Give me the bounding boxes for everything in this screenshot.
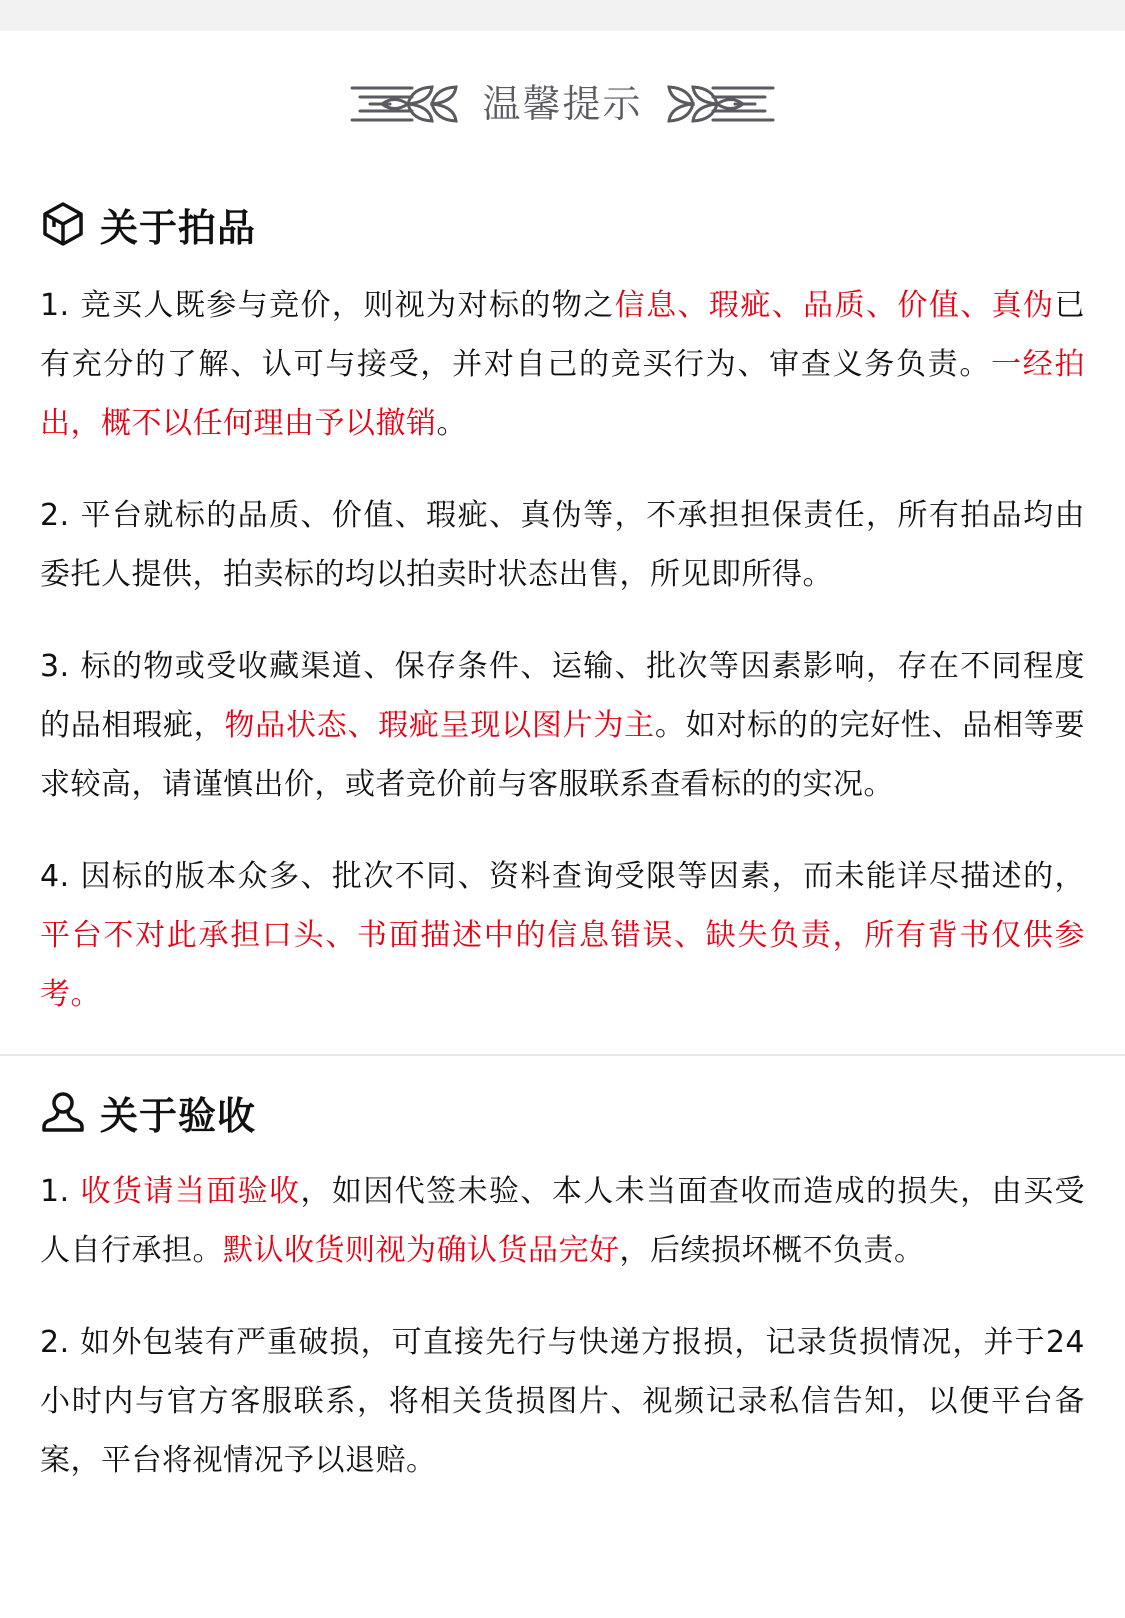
top-strip — [0, 0, 1125, 31]
text-segment: 4. 因标的版本众多、批次不同、资料查询受限等因素，而未能详尽描述的， — [40, 859, 1085, 894]
inspection-rule-2 — [40, 1313, 1085, 1490]
highlight-segment: 默认收货则视为确认货品完好 — [223, 1233, 620, 1268]
section-divider — [0, 1054, 1125, 1056]
tips-banner — [0, 31, 1125, 138]
text-segment: 2. 如外包装有严重破损，可直接先行与快递方报损，记录货损情况，并于24小时内与官方客服联系，将相关货损图片、视频记录私信告知，以便平台备案，平台将视情况予以退赔。 — [40, 1325, 1085, 1478]
banner-title: 温馨提示 — [482, 81, 643, 126]
text-segment: 已有充分的了解、认可与接受，并对自己的竞买行为、审查义务负责。 — [40, 288, 1085, 382]
package-box-icon — [40, 201, 86, 247]
highlight-segment: 平台不对此承担口头、书面描述中的信息错误、缺失负责，所有背书仅供参考。 — [40, 918, 1085, 1012]
section-header — [40, 1084, 1085, 1140]
lot-rule-2 — [40, 486, 1085, 604]
highlight-segment: 信息、瑕疵、品质、价值、真伪 — [614, 288, 1055, 323]
text-segment: ，后续损坏概不负责。 — [619, 1233, 925, 1268]
section-about-inspection — [0, 1084, 1125, 1490]
section-about-lots — [0, 196, 1125, 1024]
highlight-segment: 物品状态、瑕疵呈现以图片为主 — [224, 708, 655, 743]
lot-rule-3 — [40, 637, 1085, 814]
text-segment: 3. 标的物或受收藏渠道、保存条件、运输、批次等因素影响，存在不同程度的品相瑕疵， — [40, 649, 1085, 743]
text-segment: 1. 竞买人既参与竞价，则视为对标的物之 — [40, 288, 615, 323]
highlight-segment: 收货请当面验收 — [80, 1174, 301, 1209]
text-segment: 1. — [40, 1174, 81, 1209]
text-segment: 。 — [436, 406, 467, 441]
wheat-right-icon — [663, 84, 775, 124]
section-title: 关于拍品 — [100, 205, 257, 250]
section-header — [40, 196, 1085, 252]
lot-rule-4 — [40, 847, 1085, 1024]
text-segment: 。如对标的的完好性、品相等要求较高，请谨慎出价，或者竞价前与客服联系查看标的的实况。 — [40, 708, 1086, 802]
text-segment: ，如因代签未验、本人未当面查收而造成的损失，由买受人自行承担。 — [40, 1174, 1085, 1268]
inspection-rule-1 — [40, 1162, 1085, 1280]
user-person-icon — [40, 1089, 86, 1135]
wheat-left-icon — [350, 84, 462, 124]
section-title: 关于验收 — [100, 1093, 257, 1138]
highlight-segment: 一经拍出，概不以任何理由予以撤销 — [40, 347, 1085, 441]
text-segment: 2. 平台就标的品质、价值、瑕疵、真伪等，不承担担保责任，所有拍品均由委托人提供，拍卖标的均以拍卖时状态出售，所见即所得。 — [40, 498, 1085, 592]
lot-rule-1 — [40, 276, 1085, 453]
